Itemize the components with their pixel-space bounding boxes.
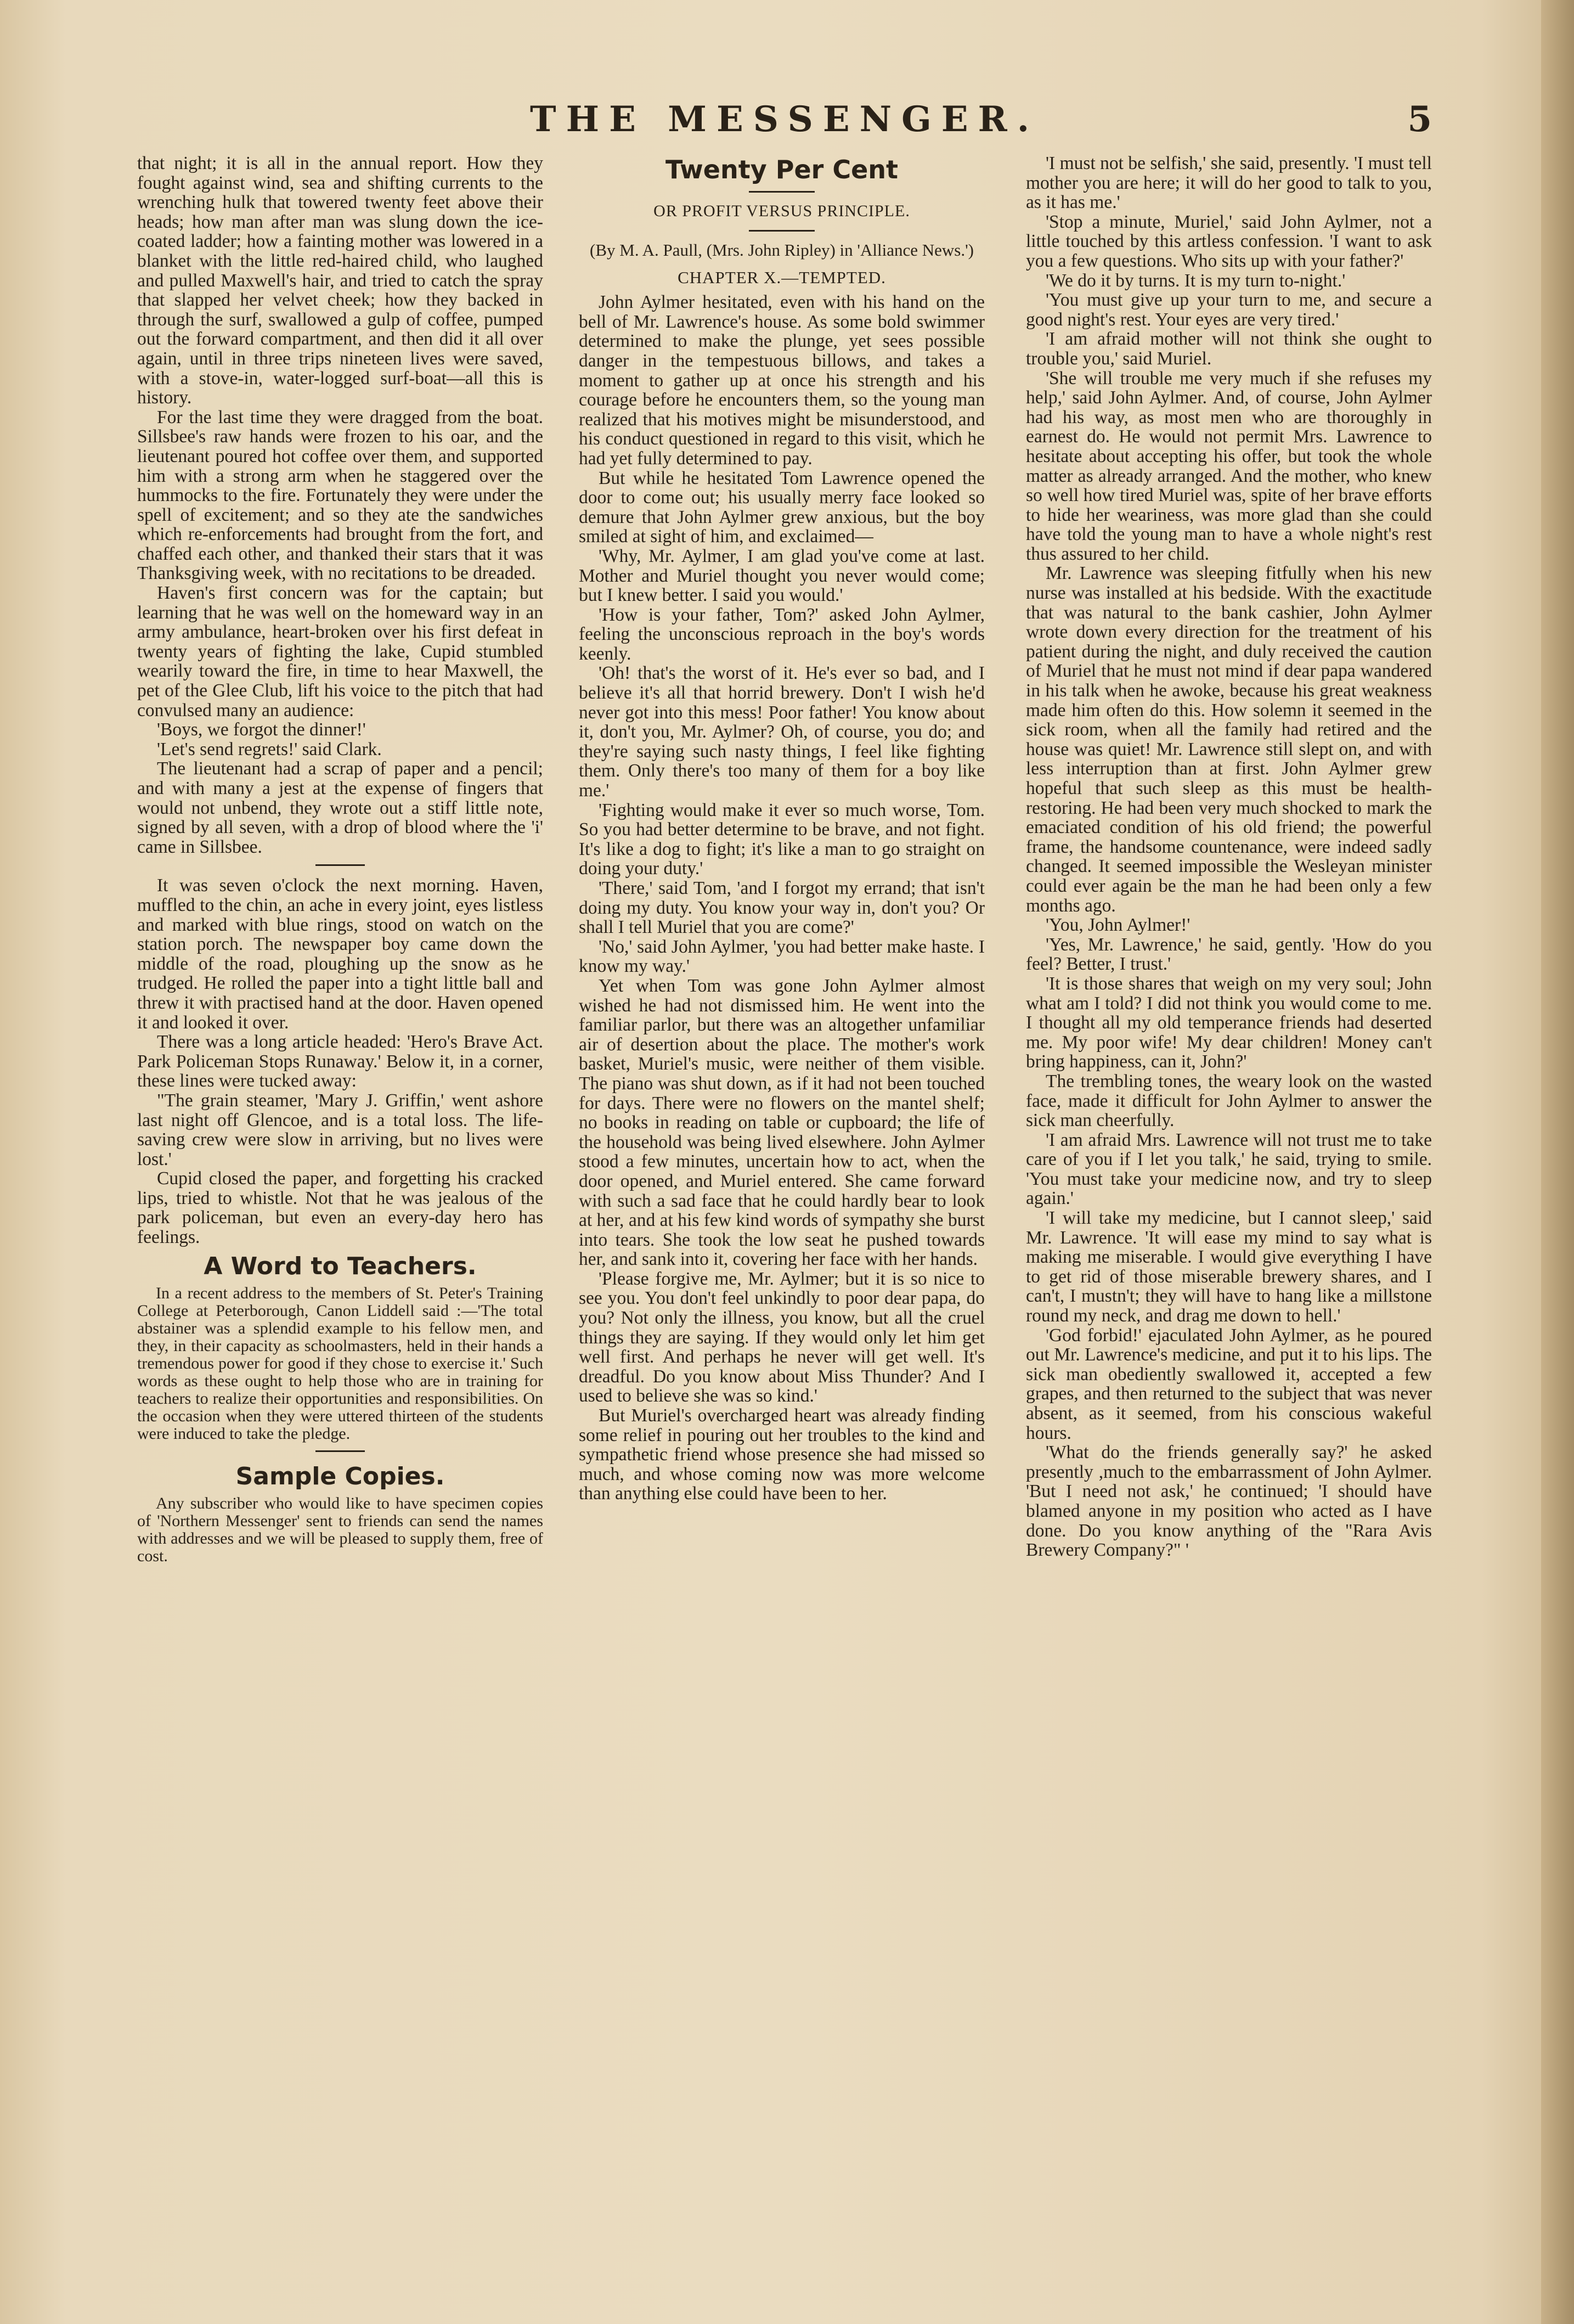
paragraph: Haven's first concern was for the captain; but learning that he was well on the homeward way in an army ambulance, heart-broken over his first defeat in twenty years of fighting the lake, Cupid stumbled wearily toward the fire, in time to hear Maxwell, the pet of the Glee Club, lift his voice to the pitch that had convulsed many an audience: bbox=[137, 583, 543, 721]
story-body-continued bbox=[1026, 154, 1432, 1560]
samples-text: Any subscriber who would like to have specimen copies of 'Northern Messenger' sent to friends can send the names with addresses and we will be pleased to supply them, free of cost. bbox=[137, 1494, 543, 1565]
paragraph: 'How is your father, Tom?' asked John Aylmer, feeling the unconscious reproach in the boy's words keenly. bbox=[579, 604, 985, 664]
paragraph: 'What do the friends generally say?' he asked presently ,much to the embarrassment of John Aylmer. 'But I need not ask,' he continued; 'I should have blamed anyone in my position who acted as I have done. Do you know anything of the "Rara Avis Brewery Company?" ' bbox=[1026, 1442, 1432, 1561]
paragraph: John Aylmer hesitated, even with his hand on the bell of Mr. Lawrence's house. As some bold swimmer determined to make the plunge, yet sees possible danger in the tempestuous billows, and takes a moment to gather up at once his strength and his courage before he encounters them, so the young man realized that his motives might be misunderstood, and his conduct questioned in regard to this visit, which he had yet fully determined to pay. bbox=[579, 292, 985, 469]
story-continuation-top bbox=[137, 154, 543, 857]
paragraph: The lieutenant had a scrap of paper and a pencil; and with many a jest at the expense of fingers that would not unbend, they wrote out a stiff little note, signed by all seven, with a drop of blood where the 'i' came in Sillsbee. bbox=[137, 758, 543, 857]
paragraph: 'I must not be selfish,' she said, presently. 'I must tell mother you are here; it will do her good to talk to you, as it has me.' bbox=[1026, 154, 1432, 213]
paragraph: 'You must give up your turn to me, and secure a good night's rest. Your eyes are very tired.' bbox=[1026, 290, 1432, 330]
paragraph: 'Why, Mr. Aylmer, I am glad you've come at last. Mother and Muriel thought you never would come; but I knew better. I said you would.' bbox=[579, 545, 985, 606]
page-number: 5 bbox=[1407, 99, 1432, 140]
paragraph: 'Let's send regrets!' said Clark. bbox=[157, 739, 382, 759]
paragraph: For the last time they were dragged from the boat. Sillsbee's raw hands were frozen to his oar, and the lieutenant poured hot coffee over them, and supported him with a strong arm when he staggered over the hummocks to the fire. Fortunately they were under the spell of excitement; and so they ate the sandwiches which re-enforcements had brought from the fort, and chaffed each other, and thanked their stars that it was Thanksgiving week, with no recitations to be dreaded. bbox=[137, 407, 543, 584]
column-3 bbox=[1026, 154, 1432, 2184]
story-byline: (By M. A. Paull, (Mrs. John Ripley) in 'Alliance News.') bbox=[590, 240, 974, 260]
page-header bbox=[137, 99, 1432, 148]
section-separator bbox=[315, 864, 365, 866]
paragraph: "The grain steamer, 'Mary J. Griffin,' went ashore last night off Glencoe, and is a total loss. The life-saving crew were slow in arriving, but no lives were lost.' bbox=[137, 1090, 543, 1169]
subtitle-rule bbox=[749, 230, 815, 232]
paragraph: The trembling tones, the weary look on the wasted face, made it difficult for John Aylmer to answer the sick man cheerfully. bbox=[1026, 1071, 1432, 1131]
teachers-text: In a recent address to the members of St. Peter's Training College at Peterborough, Canon Liddell said :—'The total abstainer was a splendid example to his fellow men, and they, in their capacity as schoolmasters, held in their hands a tremendous power for good if they chose to exercise it.' Such words as these ought to help those who are in training for teachers to realize their opportunities and responsibilities. On the occasion when they were uttered thirteen of the students were induced to take the pledge. bbox=[137, 1284, 543, 1443]
paragraph: 'There,' said Tom, 'and I forgot my errand; that isn't doing my duty. You know your way in, don't you? Or shall I tell Muriel that you are come?' bbox=[579, 878, 985, 938]
paragraph: 'No,' said John Aylmer, 'you had better make haste. I know my way.' bbox=[579, 936, 985, 977]
samples-article bbox=[137, 1495, 543, 1565]
paragraph: 'It is those shares that weigh on my very soul; John what am I told? I did not think you would come to me. I thought all my old temperance friends had deserted me. My poor wife! My dear children! Money can't bring happiness, can it, John?' bbox=[1026, 973, 1432, 1072]
paragraph: 'Boys, we forgot the dinner!' bbox=[157, 719, 366, 740]
title-rule bbox=[749, 191, 815, 193]
story-title: Twenty Per Cent bbox=[665, 155, 899, 184]
samples-heading: Sample Copies. bbox=[235, 1462, 445, 1490]
paragraph: Mr. Lawrence was sleeping fitfully when his new nurse was installed at his bedside. With the exactitude that was natural to the bank cashier, John Aylmer wrote down every direction for the treatment of his patient during the night, and duly received the caution of Muriel that he must not mind if dear papa wandered in his talk when he awoke, because his great weakness made him often do this. How solemn it seemed in the sick room, when all the family had retired and the house was quiet! Mr. Lawrence still slept on, and with less interruption than at first. John Aylmer grew hopeful that such sleep as this must be health-restoring. He had been very much shocked to mark the emaciated condition of his old friend; the powerful frame, the handsome countenance, were indeed sadly changed. It seemed impossible the Wesleyan minister could ever again be the man he had been only a few months ago. bbox=[1026, 563, 1432, 916]
paragraph: 'Please forgive me, Mr. Aylmer; but it is so nice to see you. You don't feel unkindly to poor dear papa, do you? Not only the illness, you know, but all the cruel things they are saying. If they would only let him get well first. And perhaps he never will get well. It's dreadful. Do you know about Miss Thunder? And I used to believe she was so kind.' bbox=[579, 1268, 985, 1406]
story-subtitle: OR PROFIT VERSUS PRINCIPLE. bbox=[653, 202, 910, 220]
paragraph: 'Stop a minute, Muriel,' said John Aylmer, not a little touched by this artless confession. 'I want to ask you a few questions. Who sits up with your father?' bbox=[1026, 211, 1432, 271]
paragraph: 'You, John Aylmer!' bbox=[1046, 915, 1191, 936]
paragraph: that night; it is all in the annual report. How they fought against wind, sea and shifting currents to the wrenching hulk that towered twenty feet above their heads; how man after man was slung down the ice-coated ladder; how a fainting mother was lowered in a blanket with the little red-haired child, who laughed and pulled Maxwell's hair, and tried to catch the spray that slapped her velvet cheek; how they backed in through the surf, swallowed a gulp of coffee, pumped out the forward compartment, and then did it all over again, until in three trips nineteen lives were saved, with a stove-in, water-logged surf-boat—all this is history. bbox=[137, 154, 543, 408]
paragraph: 'I am afraid mother will not think she ought to trouble you,' said Muriel. bbox=[1026, 329, 1432, 369]
paragraph: 'God forbid!' ejaculated John Aylmer, as he poured out Mr. Lawrence's medicine, and put it to his lips. The sick man obediently swallowed it, accepted a few grapes, and then returned to the subject that was never absent, as it seemed, from his conscious wakeful hours. bbox=[1026, 1325, 1432, 1443]
paragraph: Yet when Tom was gone John Aylmer almost wished he had not dismissed him. He went into the familiar parlor, but there was an altogether unfamiliar air of desertion about the place. The mother's work basket, Muriel's music, were neither of them visible. The piano was shut down, as if it had not been touched for days. There were no flowers on the mantel shelf; no books in reading on table or cupboard; the life of the household was being lived elsewhere. John Aylmer stood a few minutes, uncertain how to act, when the door opened, and Muriel entered. She came forward with such a sad face that he could hardly bear to look at her, and at his few kind words of sympathy she burst into tears. She took the low seat he pushed towards her, and sank into it, covering her face with her hands. bbox=[579, 975, 985, 1270]
paragraph: 'She will trouble me very much if she refuses my help,' said John Aylmer. And, of course, John Aylmer had his way, as most men who are thoroughly in earnest do. He would not permit Mrs. Lawrence to hesitate about accepting his offer, but took the whole matter as already arranged. And the mother, who knew so well how tired Muriel was, spite of her brave efforts to hide her weariness, was more glad than she could have told the young man to have a whole night's rest thus assured to her child. bbox=[1026, 368, 1432, 564]
paragraph: 'Yes, Mr. Lawrence,' he said, gently. 'How do you feel? Better, I trust.' bbox=[1026, 934, 1432, 975]
masthead: THE MESSENGER. bbox=[530, 99, 1039, 140]
column-1 bbox=[137, 154, 543, 2184]
paragraph: 'Oh! that's the worst of it. He's ever so bad, and I believe it's all that horrid brewery. Don't I wish he'd never got into this mess! Poor father! You know about it, don't you, Mr. Aylmer? Oh, of course, you do; and they're saying such nasty things, I feel like fighting them. Only there's too many of them for a boy like me.' bbox=[579, 663, 985, 801]
paragraph: 'I will take my medicine, but I cannot sleep,' said Mr. Lawrence. 'It will ease my mind to say what is making me miserable. I would give everything I have to get rid of those miserable brewery shares, and I can't, I mustn't; they will have to hang like a millstone round my neck, and drag me down to hell.' bbox=[1026, 1208, 1432, 1326]
column-2 bbox=[579, 154, 985, 2184]
paragraph: 'Fighting would make it ever so much worse, Tom. So you had better determine to be brave, and not fight. It's like a dog to fight; it's like a man to go straight on doing your duty.' bbox=[579, 800, 985, 879]
paragraph: But Muriel's overcharged heart was already finding some relief in pouring out her troubles to the kind and sympathetic friend whose presence she had missed so much, and whose coming now was more welcome than anything else could have been to her. bbox=[579, 1405, 985, 1504]
story-continuation-bottom bbox=[137, 876, 543, 1247]
paragraph: It was seven o'clock the next morning. Haven, muffled to the chin, an ache in every joint, eyes listless and marked with blue rings, stood on watch on the station porch. The newspaper boy came down the middle of the road, ploughing up the snow as he trudged. He rolled the paper into a tight little ball and threw it with practised hand at the door. Haven opened it and looked it over. bbox=[137, 875, 543, 1033]
paragraph: But while he hesitated Tom Lawrence opened the door to come out; his usually merry face looked so demure that John Aylmer grew anxious, but the boy smiled at sight of him, and exclaimed— bbox=[579, 468, 985, 547]
section-separator bbox=[315, 1450, 365, 1452]
paragraph: 'I am afraid Mrs. Lawrence will not trust me to take care of you if I let you talk,' he said, trying to smile. 'You must take your medicine now, and try to sleep again.' bbox=[1026, 1129, 1432, 1209]
teachers-heading: A Word to Teachers. bbox=[204, 1252, 477, 1280]
story-body bbox=[579, 292, 985, 1504]
chapter-heading: CHAPTER X.—TEMPTED. bbox=[678, 267, 886, 287]
paragraph: Cupid closed the paper, and forgetting his cracked lips, tried to whistle. Not that he was jealous of the park policeman, but even an every-day hero has feelings. bbox=[137, 1168, 543, 1248]
paragraph: 'We do it by turns. It is my turn to-night.' bbox=[1046, 270, 1346, 291]
paragraph: There was a long article headed: 'Hero's Brave Act. Park Policeman Stops Runaway.' Below it, in a corner, these lines were tucked away: bbox=[137, 1032, 543, 1091]
page-spine bbox=[1541, 0, 1574, 2324]
teachers-article bbox=[137, 1285, 543, 1443]
